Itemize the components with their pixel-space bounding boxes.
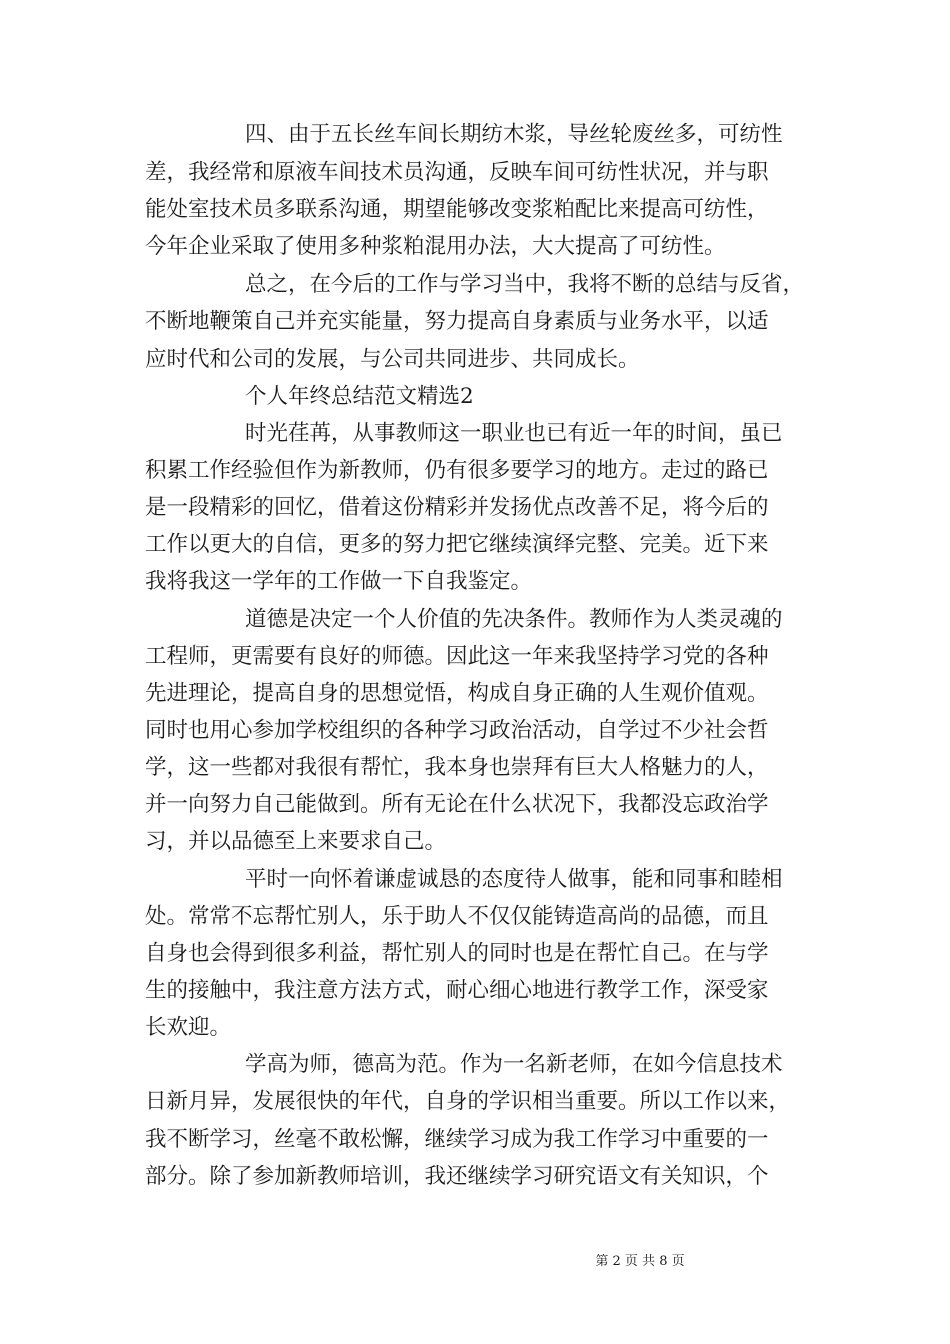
text-line: 时光荏苒，从事教师这一职业也已有近一年的时间，虽已	[245, 421, 783, 446]
text-line: 我将我这一学年的工作做一下自我鉴定。	[145, 569, 533, 594]
text-line: 能处室技术员多联系沟通，期望能够改变浆粕配比来提高可纺性，	[145, 197, 769, 222]
text-line: 同时也用心参加学校组织的各种学习政治活动，自学过不少社会哲	[145, 718, 769, 743]
text-line: 不断地鞭策自己并充实能量，努力提高自身素质与业务水平，以适	[145, 309, 769, 334]
text-line: 并一向努力自己能做到。所有无论在什么状况下，我都没忘政治学	[145, 792, 769, 817]
text-line: 平时一向怀着谦虚诚恳的态度待人做事，能和同事和睦相	[245, 867, 783, 892]
text-line: 学，这一些都对我很有帮忙，我本身也崇拜有巨大人格魅力的人，	[145, 755, 769, 780]
text-line: 差，我经常和原液车间技术员沟通，反映车间可纺性状况，并与职	[145, 160, 769, 185]
text-line: 日新月异，发展很快的年代，自身的学识相当重要。所以工作以来，	[145, 1089, 791, 1114]
page-number: 第 2 页 共 8 页	[595, 1254, 685, 1269]
text-line: 积累工作经验但作为新教师，仍有很多要学习的地方。走过的路已	[145, 458, 769, 483]
section-title: 个人年终总结范文精选2	[245, 384, 474, 409]
text-line: 自身也会得到很多利益，帮忙别人的同时也是在帮忙自己。在与学	[145, 941, 769, 966]
text-line: 处。常常不忘帮忙别人，乐于助人不仅仅能铸造高尚的品德，而且	[145, 904, 769, 929]
text-line: 是一段精彩的回忆，借着这份精彩并发扬优点改善不足，将今后的	[145, 495, 769, 520]
text-line: 应时代和公司的发展，与公司共同进步、共同成长。	[145, 347, 640, 372]
text-line: 道德是决定一个人价值的先决条件。教师作为人类灵魂的	[245, 607, 783, 632]
text-line: 我不断学习，丝毫不敢松懈，继续学习成为我工作学习中重要的一	[145, 1127, 769, 1152]
text-line: 四、由于五长丝车间长期纺木浆，导丝轮废丝多，可纺性	[245, 122, 783, 147]
text-line: 生的接触中，我注意方法方式，耐心细心地进行教学工作，深受家	[145, 978, 769, 1003]
text-line: 部分。除了参加新教师培训，我还继续学习研究语文有关知识，个	[145, 1164, 769, 1189]
text-line: 学高为师，德高为范。作为一名新老师，在如今信息技术	[245, 1052, 783, 1077]
text-line: 工作以更大的自信，更多的努力把它继续演绎完整、完美。近下来	[145, 532, 769, 557]
text-line: 工程师，更需要有良好的师德。因此这一年来我坚持学习党的各种	[145, 644, 769, 669]
text-line: 总之，在今后的工作与学习当中，我将不断的总结与反省，	[245, 272, 805, 297]
text-line: 今年企业采取了使用多种浆粕混用办法，大大提高了可纺性。	[145, 234, 726, 259]
text-line: 先进理论，提高自身的思想觉悟，构成自身正确的人生观价值观。	[145, 681, 769, 706]
text-line: 习，并以品德至上来要求自己。	[145, 829, 447, 854]
text-line: 长欢迎。	[145, 1015, 232, 1040]
